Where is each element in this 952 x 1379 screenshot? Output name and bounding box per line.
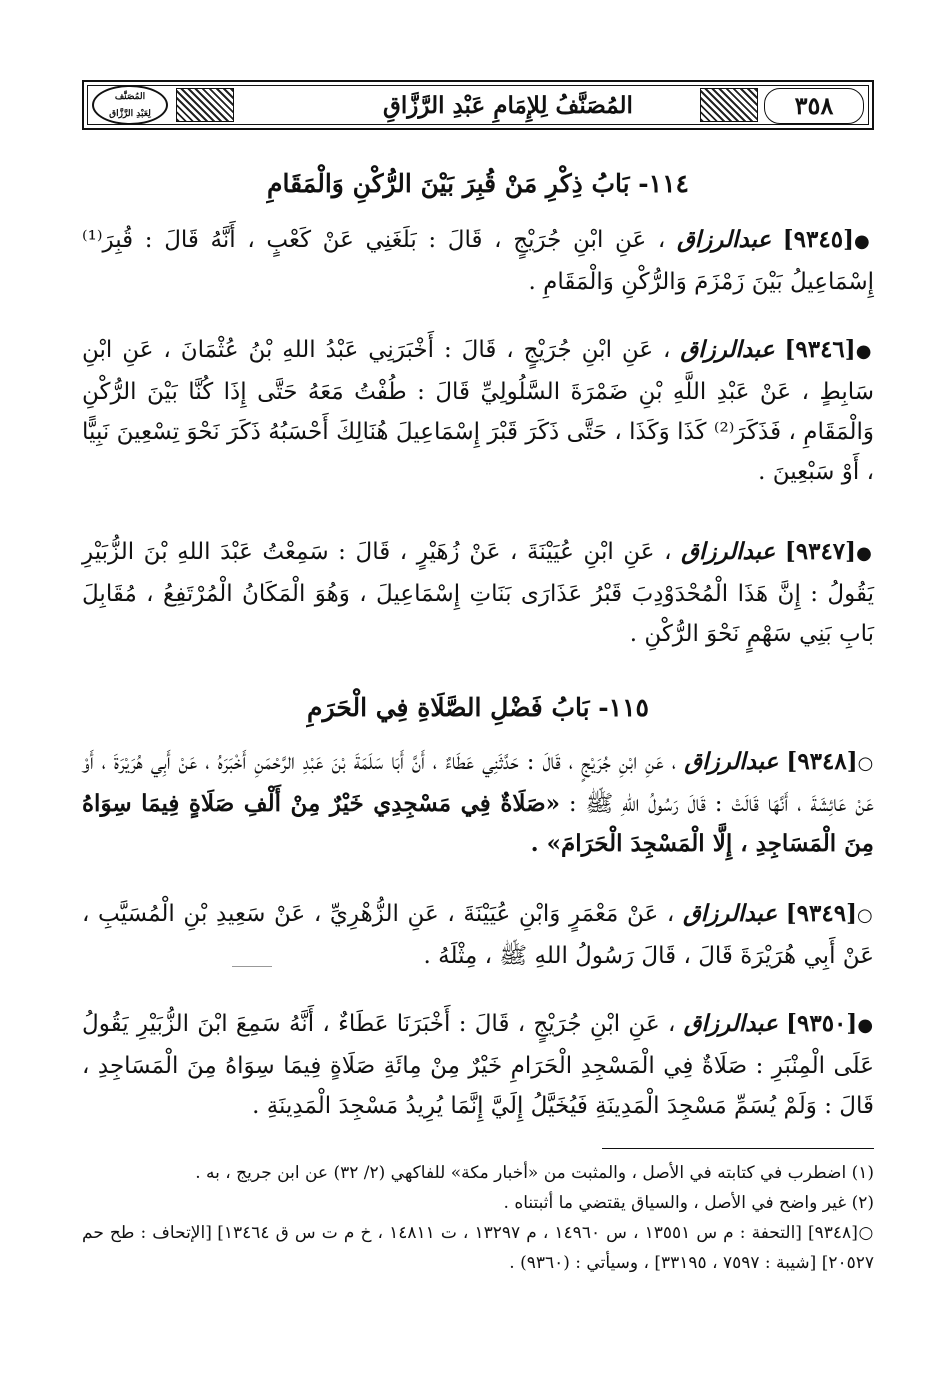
book-title: المُصَنَّفُ لِلإِمَامِ عَبْدِ الرَّزَّاقِ xyxy=(383,92,633,119)
page-header xyxy=(82,80,874,130)
author-name: عبدالرزاق xyxy=(681,538,776,565)
hadith-body: ، عَنِ ابْنِ عُيَيْنَةَ ، عَنْ زُهَيْرٍ ، قَالَ : سَمِعْتُ عَبْدَ اللهِ بْنَ الزُّبَيْرِ يَقُولُ : إِنَّ هَذَا الْمُحْدَوْدِبَ قَبْرُ عَذَارَى بَنَاتِ إِسْمَاعِيلَ ، وَهُوَ الْمَكَانُ الْمُرْتَفِعُ ، مُقَابِلَ بَابِ بَنِي سَهْمٍ نَحْوَ الرُّكْنِ . xyxy=(82,539,874,647)
hadith-number: [٩٣٤٨] xyxy=(786,748,858,775)
hadith-body: ، عَنِ ابْنِ جُرَيْجٍ ، قَالَ : حَدَّثَنِي عَطَاءٌ ، أَنَّ أَبَا سَلَمَةَ بْنَ عَبْدِ الرَّحْمَنِ أَخْبَرَهُ ، عَنْ أَبِي هُرَيْرَةَ ، أَوْ عَنْ عَائِشَةَ ، أَنَّهَا قَالَتْ : قَالَ رَسُولُ اللهِ ﷺ : xyxy=(82,749,875,817)
footnote-1: (١) اضطرب في كتابته في الأصل ، والمثبت من «أخبار مكة» للفاكهي (٢/ ٣٢) عن ابن جريج ، به . xyxy=(195,1163,874,1183)
hadith-body: ، عَنْ مَعْمَرٍ وَابْنِ عُيَيْنَةَ ، عَنِ الزُّهْرِيِّ ، عَنْ سَعِيدِ بْنِ الْمُسَيَّبِ ، عَنْ أَبِي هُرَيْرَةَ قَالَ ، قَالَ رَسُولُ اللهِ ﷺ ، مِثْلَهُ . xyxy=(82,901,874,969)
hadith-number: [٩٣٥٠] xyxy=(786,1010,858,1037)
hadith-9349 xyxy=(82,894,874,976)
author-name: عبدالرزاق xyxy=(684,748,779,775)
hadith-9348 xyxy=(82,742,874,864)
strength-marker: ● xyxy=(857,1015,874,1036)
footnote-2: (٢) غير واضح في الأصل ، والسياق يقتضي ما أثبتناه . xyxy=(503,1193,874,1213)
takhrij-note: ○[٩٣٤٨] [التحفة : م س ١٣٥٥١ ، س ١٤٩٦٠ ، م ١٣٢٩٧ ، ت ١٤٨١١ ، خ م ت س ق ١٣٤٦٤] [الإتحاف : طح حم ٢٠٥٢٧] [شيبة : ٧٥٩٧ ، ٣٣١٩٥] ، وسيأتي : (٩٣٦٠) . xyxy=(82,1223,875,1273)
ornament-left-icon xyxy=(176,88,234,122)
strength-marker: ● xyxy=(856,543,875,564)
hadith-text xyxy=(82,532,874,654)
footnote-separator xyxy=(602,1148,874,1149)
author-name: عبدالرزاق xyxy=(682,900,778,927)
hadith-text xyxy=(82,894,874,976)
author-name: عبدالرزاق xyxy=(680,336,775,363)
strength-marker: ○ xyxy=(857,753,875,774)
hadith-text xyxy=(82,742,874,864)
hadith-number: [٩٣٤٦] xyxy=(784,336,856,363)
ornament-right-icon xyxy=(700,88,758,122)
hadith-9350 xyxy=(82,1004,874,1126)
author-name: عبدالرزاق xyxy=(683,1010,778,1037)
hadith-9347 xyxy=(82,532,874,654)
hadith-text xyxy=(82,220,874,302)
hadith-number: [٩٣٤٧] xyxy=(784,538,857,565)
hadith-number: [٩٣٤٥] xyxy=(782,226,854,253)
author-name: عبدالرزاق xyxy=(676,226,772,253)
hadith-9346 xyxy=(82,330,874,492)
prophetic-quote: «صَلَاةٌ فِي مَسْجِدِي خَيْرٌ مِنْ أَلْفِ صَلَاةٍ فِيمَا سِوَاهُ مِنَ الْمَسَاجِدِ ، إِلَّا الْمَسْجِدَ الْحَرَامَ» . xyxy=(82,790,874,857)
hadith-body: ، عَنِ ابْنِ جُرَيْجٍ ، قَالَ : بَلَغَنِي عَنْ كَعْبٍ ، أَنَّهُ قَالَ : قُبِرَ⁽¹⁾ إِسْمَاعِيلُ بَيْنَ زَمْزَمَ وَالرُّكْنِ وَالْمَقَامِ . xyxy=(82,227,874,295)
faint-line xyxy=(232,966,272,967)
logo-text-bottom: لِعَبْدِ الرَّزَّاق xyxy=(109,109,151,119)
strength-marker: ● xyxy=(853,231,875,252)
logo-text-top: المُصَنَّف xyxy=(114,92,146,102)
book-logo-icon xyxy=(92,85,168,125)
page-number: ٣٥٨ xyxy=(764,88,864,124)
strength-marker: ● xyxy=(855,341,875,362)
hadith-body: ، عَنِ ابْنِ جُرَيْجٍ ، قَالَ : أَخْبَرَنِي عَبْدُ اللهِ بْنُ عُثْمَانَ ، عَنِ ابْنِ سَابِطٍ ، عَنْ عَبْدِ اللَّهِ بْنِ ضَمْرَةَ السَّلُولِيِّ قَالَ : طُفْتُ مَعَهُ حَتَّى إِذَا كُنَّا بَيْنَ الرُّكْنِ وَالْمَقَامِ ، فَذَكَرَ⁽²⁾ كَذَا وَكَذَا ، حَتَّى ذَكَرَ قَبْرَ إِسْمَاعِيلَ هُنَالِكَ أَحْسَبُهُ ذَكَرَ نَحْوَ تِسْعِينَ نَبِيًّا ، أَوْ سَبْعِينَ . xyxy=(82,337,874,485)
hadith-body: ، عَنِ ابْنِ جُرَيْجٍ ، قَالَ : أَخْبَرَنَا عَطَاءٌ ، أَنَّهُ سَمِعَ ابْنَ الزُّبَيْرِ يَقُولُ عَلَى الْمِنْبَرِ : صَلَاةٌ فِي الْمَسْجِدِ الْحَرَامِ خَيْرٌ مِنْ مِائَةِ صَلَاةٍ فِيمَا سِوَاهُ مِنَ الْمَسَاجِدِ ، قَالَ : وَلَمْ يُسَمِّ مَسْجِدَ الْمَدِينَةِ فَيُخَيَّلُ إِلَيَّ إِنَّمَا يُرِيدُ مَسْجِدَ الْمَدِينَةِ . xyxy=(82,1011,874,1119)
footnotes xyxy=(82,1158,874,1278)
strength-marker: ○ xyxy=(856,905,874,926)
chapter-title-114: ١١٤- بَابُ ذِكْرِ مَنْ قُبِرَ بَيْنَ الرُّكْنِ وَالْمَقَامِ xyxy=(267,169,689,198)
hadith-text xyxy=(82,1004,874,1126)
hadith-text xyxy=(82,330,874,492)
chapter-title-115: ١١٥- بَابُ فَضْلِ الصَّلَاةِ فِي الْحَرَمِ xyxy=(307,693,649,722)
hadith-number: [٩٣٤٩] xyxy=(785,900,857,927)
hadith-9345 xyxy=(82,220,874,302)
